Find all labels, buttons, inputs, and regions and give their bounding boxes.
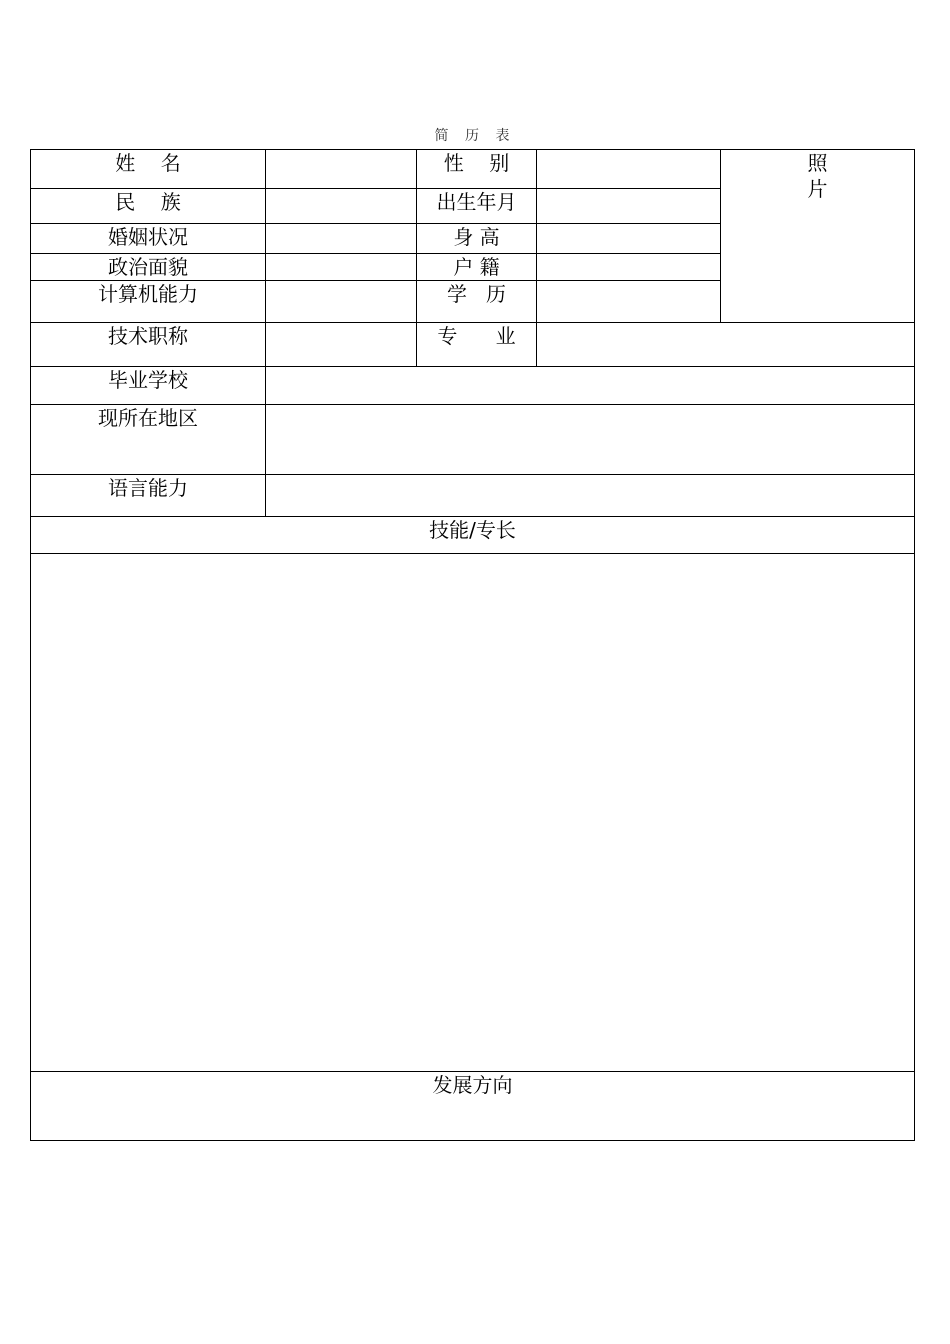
value-location[interactable] bbox=[266, 405, 915, 475]
value-computer[interactable] bbox=[266, 281, 417, 323]
table-row bbox=[31, 554, 915, 1072]
label-name: 姓 名 bbox=[31, 150, 266, 189]
value-education[interactable] bbox=[537, 281, 721, 323]
value-name[interactable] bbox=[266, 150, 417, 189]
value-language[interactable] bbox=[266, 475, 915, 517]
table-row bbox=[31, 1072, 915, 1141]
table-row bbox=[31, 323, 915, 367]
label-computer: 计算机能力 bbox=[31, 281, 266, 323]
skills-content-area[interactable] bbox=[31, 554, 915, 1072]
section-skills-header: 技能/专长 bbox=[31, 517, 915, 554]
value-marital[interactable] bbox=[266, 224, 417, 254]
value-ethnicity[interactable] bbox=[266, 189, 417, 224]
value-school[interactable] bbox=[266, 367, 915, 405]
resume-table bbox=[30, 149, 915, 1141]
table-row bbox=[31, 517, 915, 554]
table-row bbox=[31, 475, 915, 517]
value-hukou[interactable] bbox=[537, 254, 721, 281]
value-gender[interactable] bbox=[537, 150, 721, 189]
label-gender: 性 别 bbox=[417, 150, 537, 189]
label-marital: 婚姻状况 bbox=[31, 224, 266, 254]
table-row bbox=[31, 405, 915, 475]
section-direction[interactable]: 发展方向 bbox=[31, 1072, 915, 1141]
label-height: 身 高 bbox=[417, 224, 537, 254]
label-location: 现所在地区 bbox=[31, 405, 266, 475]
value-birth[interactable] bbox=[537, 189, 721, 224]
document-title: 简 历 表 bbox=[434, 128, 516, 144]
value-height[interactable] bbox=[537, 224, 721, 254]
label-major: 专 业 bbox=[417, 323, 537, 367]
label-hukou: 户 籍 bbox=[417, 254, 537, 281]
photo-label: 照片 bbox=[807, 151, 828, 201]
label-language: 语言能力 bbox=[31, 475, 266, 517]
label-political: 政治面貌 bbox=[31, 254, 266, 281]
label-school: 毕业学校 bbox=[31, 367, 266, 405]
label-birth: 出生年月 bbox=[417, 189, 537, 224]
value-major[interactable] bbox=[537, 323, 915, 367]
photo-cell[interactable] bbox=[721, 150, 915, 323]
label-title-rank: 技术职称 bbox=[31, 323, 266, 367]
label-education: 学 历 bbox=[417, 281, 537, 323]
value-political[interactable] bbox=[266, 254, 417, 281]
table-row bbox=[31, 150, 915, 189]
label-ethnicity: 民 族 bbox=[31, 189, 266, 224]
value-title-rank[interactable] bbox=[266, 323, 417, 367]
table-row bbox=[31, 367, 915, 405]
